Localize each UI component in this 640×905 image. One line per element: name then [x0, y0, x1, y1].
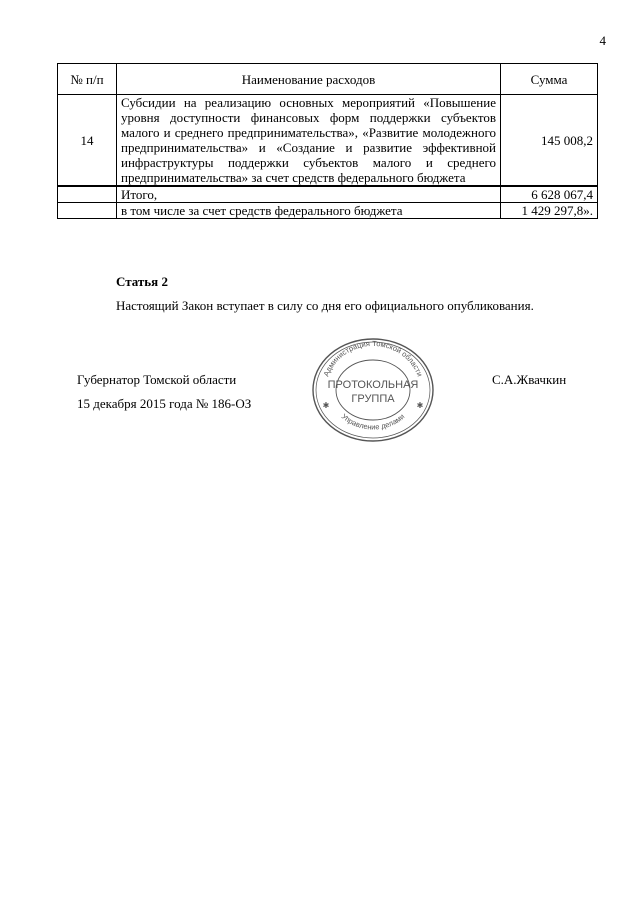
article-title: Статья 2	[116, 274, 168, 289]
table-header-row	[58, 64, 598, 95]
federal-label: в том числе за счет средств федерального бюджета	[117, 203, 501, 219]
article-text: Настоящий Закон вступает в силу со дня его официального опубликования.	[116, 298, 534, 313]
governor-title: Губернатор Томской области	[77, 372, 237, 387]
law-date-number: 15 декабря 2015 года № 186-ОЗ	[77, 396, 252, 411]
row-sum: 145 008,2	[501, 95, 598, 187]
page-number: 4	[599, 33, 606, 48]
expenses-table	[57, 63, 598, 219]
stamp-star-icon: ✱	[416, 401, 424, 410]
total-sum: 6 628 067,4	[501, 186, 598, 203]
total-empty-cell	[58, 186, 117, 203]
stamp-bottom-text: Управление делами	[339, 411, 407, 432]
total-label: Итого,	[117, 186, 501, 203]
header-number: № п/п	[58, 64, 117, 95]
total-row	[58, 186, 598, 203]
stamp-outer-text: Администрация Томской области	[321, 338, 425, 378]
header-name: Наименование расходов	[117, 64, 501, 95]
signer-name: С.А.Жвачкин	[492, 372, 567, 387]
row-number: 14	[58, 95, 117, 187]
stamp-inner-text-2: ГРУППА	[351, 393, 395, 405]
stamp-inner-text-1: ПРОТОКОЛЬНАЯ	[327, 379, 419, 391]
stamp-star-icon: ✱	[322, 401, 330, 410]
federal-row	[58, 203, 598, 219]
federal-empty-cell	[58, 203, 117, 219]
federal-sum: 1 429 297,8».	[501, 203, 598, 219]
header-sum: Сумма	[501, 64, 598, 95]
row-name: Субсидии на реализацию основных мероприятий «Повышение уровня доступности финансовых форм поддержки субъектов малого и среднего предпринимательства», «Развитие молодежного предпринимательства» и «Создание и развитие эффективной инфраструктуры поддержки субъектов малого и среднего предпринимательства» за счет средств федерального бюджета	[117, 95, 501, 187]
table-row	[58, 95, 598, 187]
official-stamp	[310, 336, 436, 444]
svg-text:Управление делами	[340, 412, 407, 432]
svg-text:Администрация Томской области	[322, 339, 425, 378]
